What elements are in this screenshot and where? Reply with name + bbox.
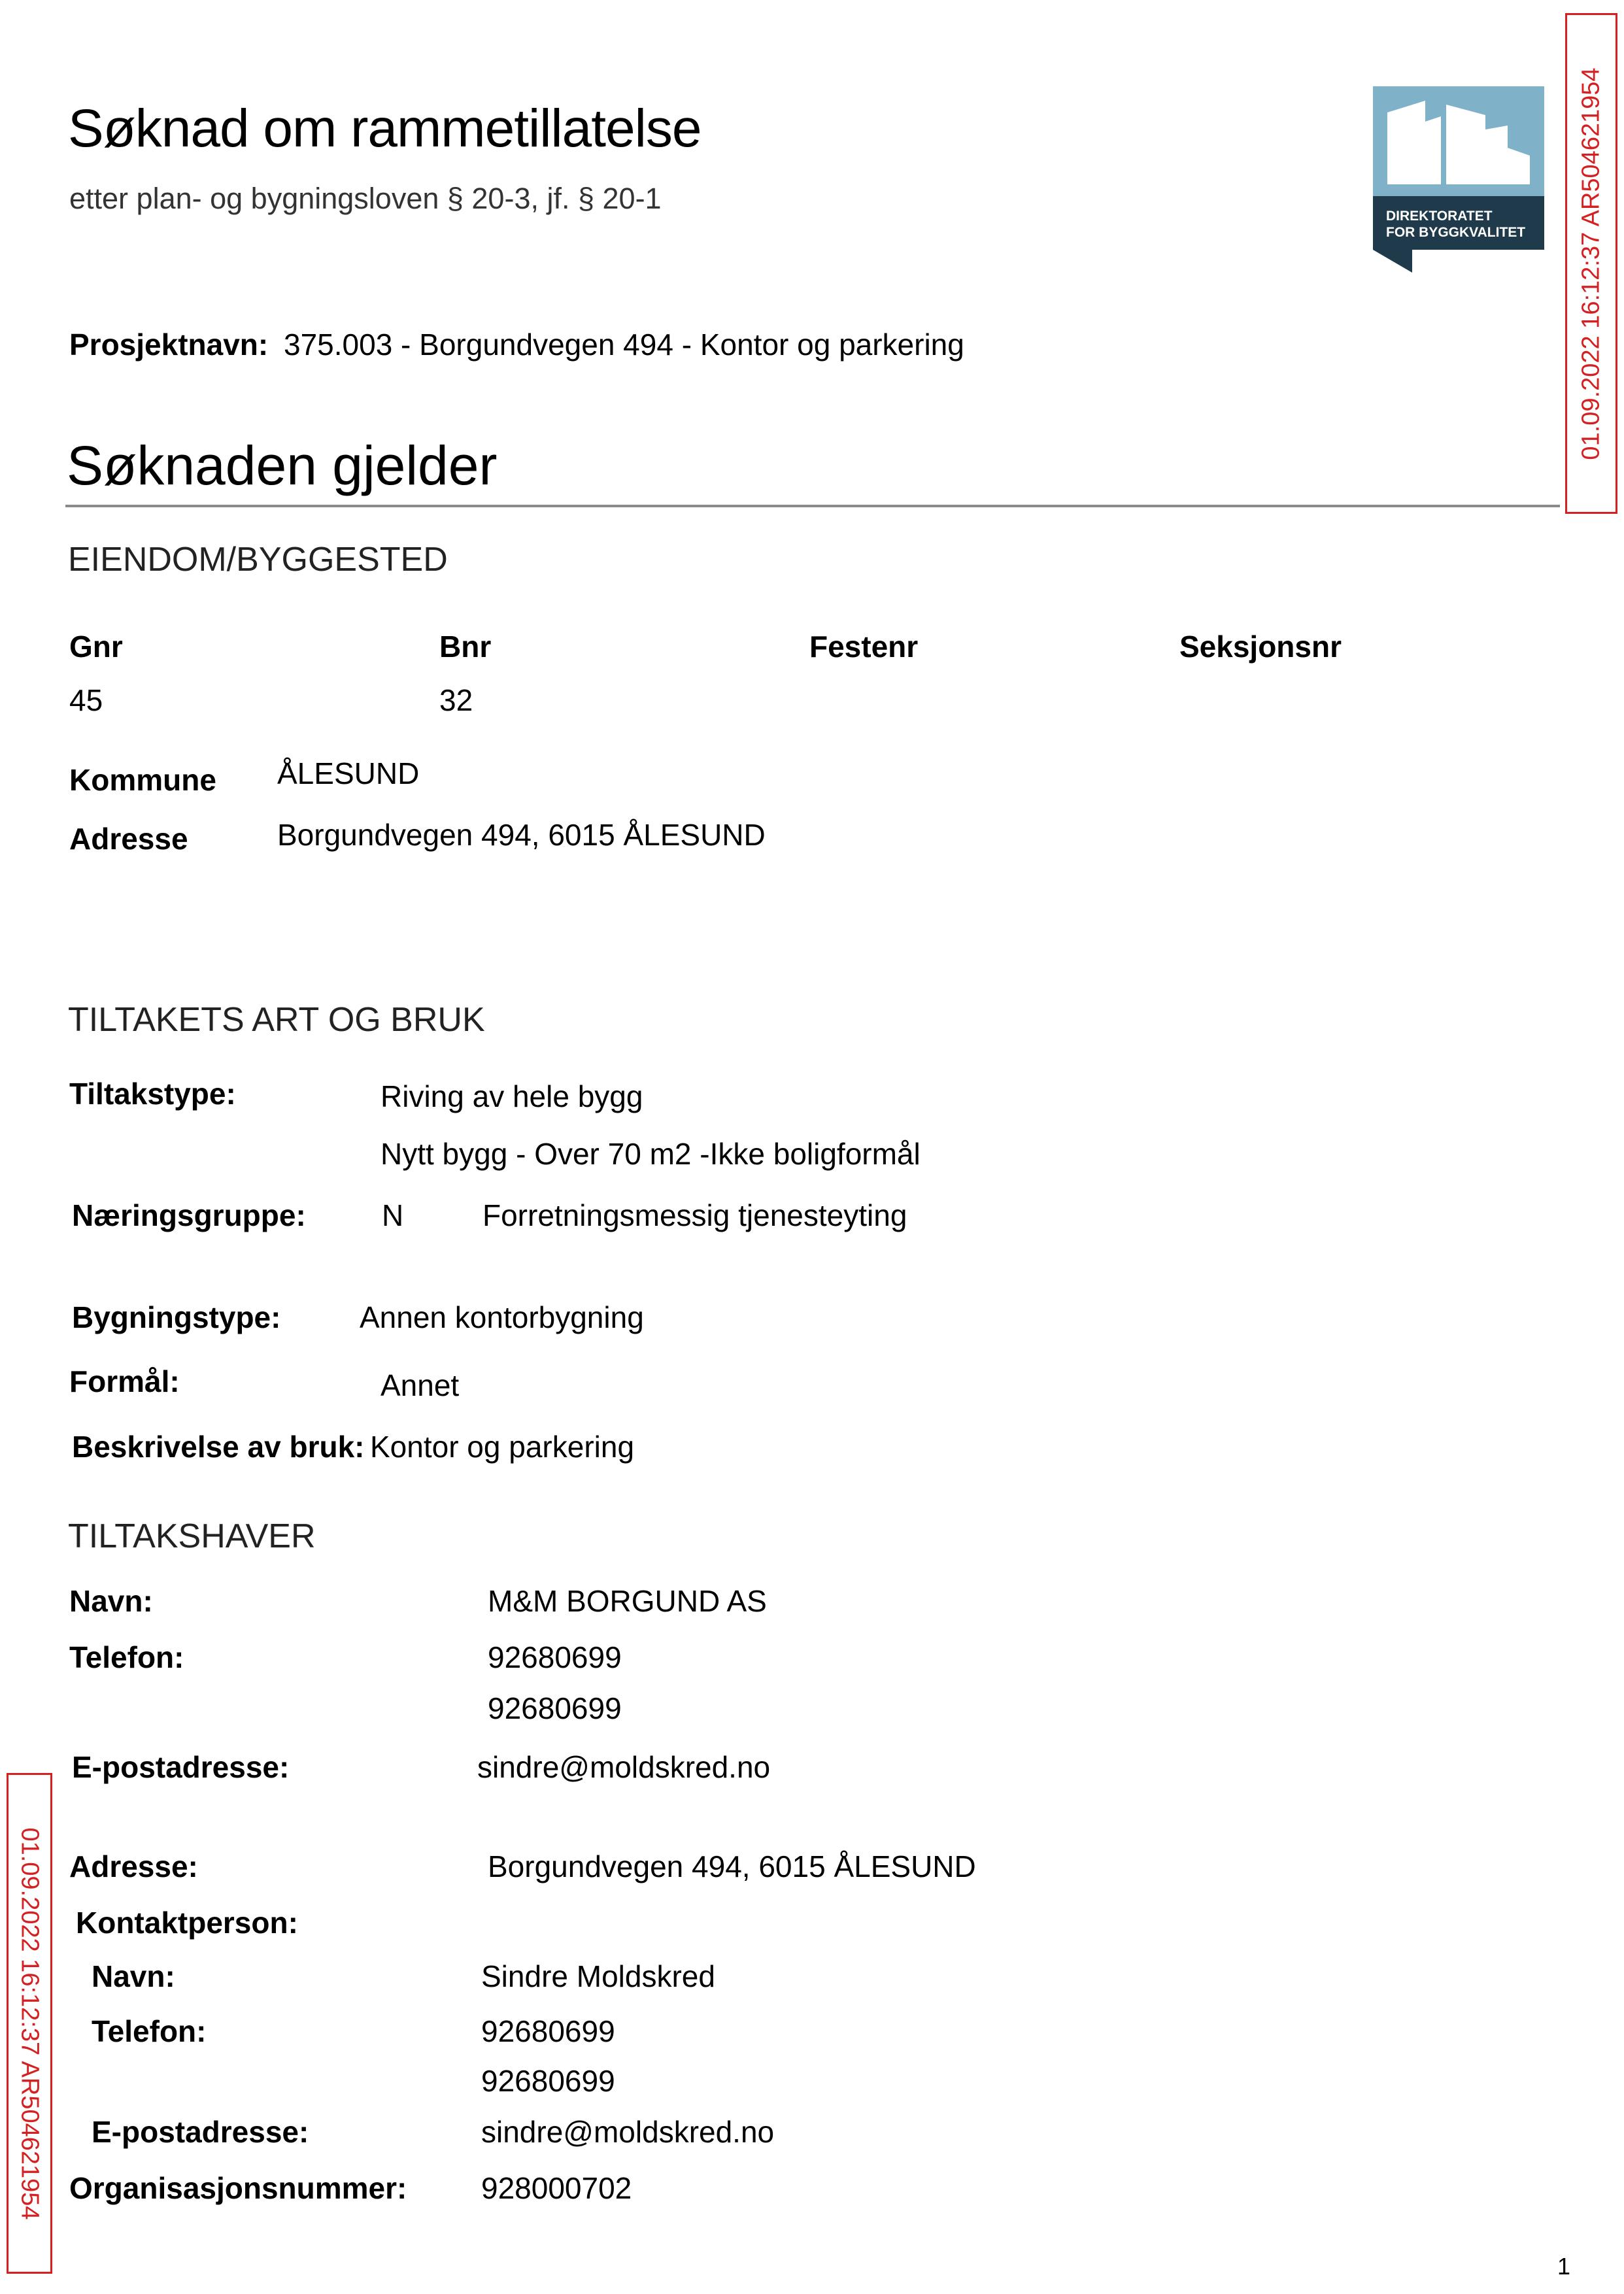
- formaal-value: Annet: [381, 1368, 460, 1402]
- beskrivelse-value: Kontor og parkering: [370, 1430, 635, 1464]
- kommune-label: Kommune: [69, 763, 216, 797]
- kp-telefon-value-2: 92680699: [481, 2064, 615, 2098]
- bygningstype-label: Bygningstype:: [72, 1300, 281, 1334]
- tiltakstype-value-2: Nytt bygg - Over 70 m2 -Ikke boligformål: [381, 1137, 921, 1171]
- page-number: 1: [1557, 2253, 1571, 2280]
- gnr-value: 45: [69, 683, 103, 717]
- bnr-header: Bnr: [439, 630, 492, 664]
- telefon-label: Telefon:: [69, 1640, 184, 1674]
- seksjonsnr-header: Seksjonsnr: [1179, 630, 1342, 664]
- adresse-label: Adresse: [69, 822, 188, 856]
- th-adresse-value: Borgundvegen 494, 6015 ÅLESUND: [488, 1849, 976, 1883]
- kp-navn-value: Sindre Moldskred: [481, 1959, 715, 1993]
- orgnr-label: Organisasjonsnummer:: [69, 2171, 407, 2205]
- tiltak-heading: TILTAKETS ART OG BRUK: [68, 1001, 485, 1039]
- document-subtitle: etter plan- og bygningsloven § 20-3, jf. § 20-1: [69, 182, 662, 215]
- svg-text:DIREKTORATET: DIREKTORATET: [1386, 209, 1493, 224]
- epost-label: E-postadresse:: [72, 1750, 290, 1784]
- orgnr-value: 928000702: [481, 2171, 632, 2205]
- document-title: Søknad om rammetillatelse: [68, 99, 702, 158]
- kp-epost-label: E-postadresse:: [92, 2115, 309, 2149]
- naeringsgruppe-label: Næringsgruppe:: [72, 1198, 306, 1232]
- svg-text:FOR BYGGKVALITET: FOR BYGGKVALITET: [1386, 225, 1526, 240]
- bygningstype-value: Annen kontorbygning: [360, 1300, 644, 1334]
- property-heading: EIENDOM/BYGGESTED: [68, 541, 448, 579]
- tiltakshaver-heading: TILTAKSHAVER: [68, 1517, 316, 1555]
- kp-epost-value: sindre@moldskred.no: [481, 2115, 775, 2149]
- section-title: Søknaden gjelder: [67, 435, 498, 496]
- epost-value: sindre@moldskred.no: [477, 1750, 771, 1784]
- kommune-value: ÅLESUND: [277, 756, 420, 790]
- kp-navn-label: Navn:: [92, 1959, 175, 1993]
- kp-telefon-value-1: 92680699: [481, 2014, 615, 2048]
- timestamp-stamp-top: 01.09.2022 16:12:37 AR504621954: [1565, 13, 1617, 514]
- naeringsgruppe-value: Forretningsmessig tjenesteyting: [482, 1198, 907, 1232]
- adresse-value: Borgundvegen 494, 6015 ÅLESUND: [277, 818, 766, 852]
- telefon-value-1: 92680699: [488, 1640, 622, 1674]
- festenr-header: Festenr: [809, 630, 919, 664]
- gnr-header: Gnr: [69, 630, 123, 664]
- dibk-logo: [1373, 86, 1544, 273]
- naeringsgruppe-code: N: [382, 1198, 404, 1232]
- kp-telefon-label: Telefon:: [92, 2014, 207, 2048]
- timestamp-stamp-left: 01.09.2022 16:12:37 AR504621954: [7, 1773, 52, 2274]
- kontaktperson-label: Kontaktperson:: [76, 1906, 298, 1940]
- tiltakstype-value-1: Riving av hele bygg: [381, 1079, 643, 1113]
- telefon-value-2: 92680699: [488, 1691, 622, 1725]
- th-adresse-label: Adresse:: [69, 1849, 198, 1883]
- tiltakstype-label: Tiltakstype:: [69, 1077, 236, 1111]
- project-label: Prosjektnavn:: [69, 328, 269, 362]
- bnr-value: 32: [439, 683, 473, 717]
- project-value: 375.003 - Borgundvegen 494 - Kontor og parkering: [284, 328, 964, 362]
- section-divider: [65, 505, 1560, 507]
- navn-label: Navn:: [69, 1584, 153, 1618]
- beskrivelse-label: Beskrivelse av bruk:: [72, 1430, 365, 1464]
- formaal-label: Formål:: [69, 1364, 180, 1398]
- navn-value: M&M BORGUND AS: [488, 1584, 767, 1618]
